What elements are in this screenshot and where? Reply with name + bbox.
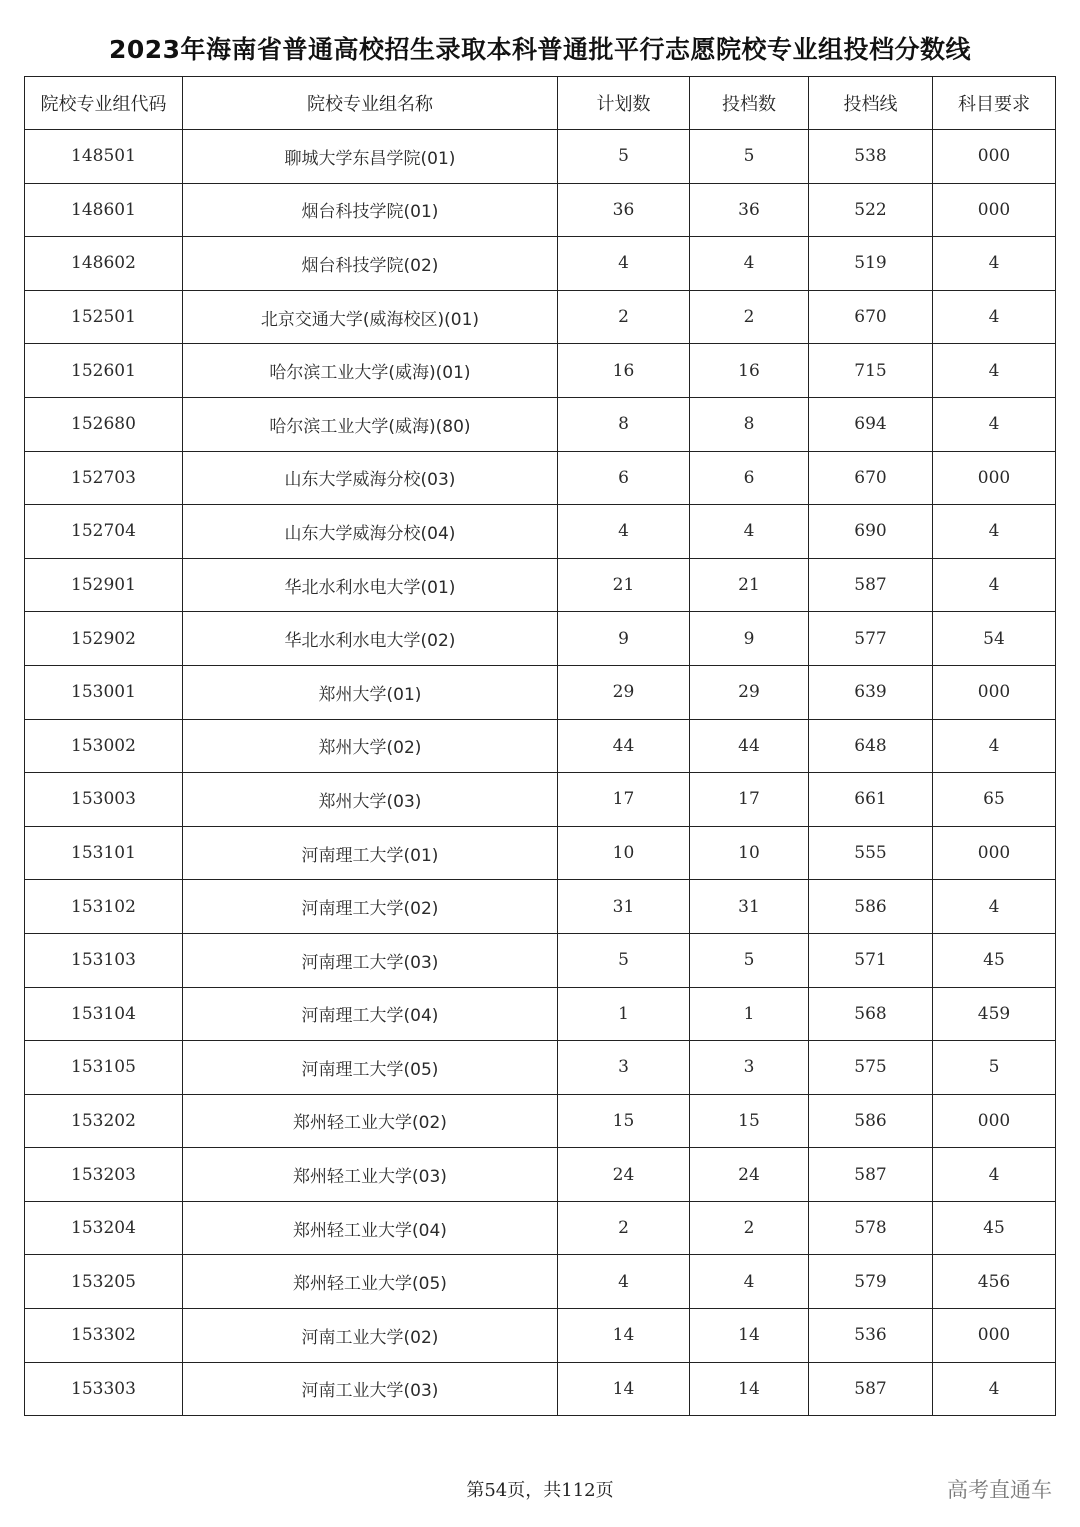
subject-requirement-cell: 45 xyxy=(933,933,1056,987)
score-line-cell: 715 xyxy=(809,344,933,398)
table-row xyxy=(25,451,1056,505)
score-line-cell: 586 xyxy=(809,1094,933,1148)
table-row xyxy=(25,130,1056,184)
filed-count-cell: 8 xyxy=(690,397,809,451)
group-name-cell: 郑州轻工业大学(05) xyxy=(183,1255,558,1309)
plan-count-cell: 5 xyxy=(558,130,690,184)
plan-count-cell: 4 xyxy=(558,505,690,559)
table-row xyxy=(25,665,1056,719)
score-line-cell: 694 xyxy=(809,397,933,451)
group-name-cell: 聊城大学东昌学院(01) xyxy=(183,130,558,184)
filed-count-cell: 1 xyxy=(690,987,809,1041)
score-line-cell: 575 xyxy=(809,1041,933,1095)
group-name-cell: 郑州大学(02) xyxy=(183,719,558,773)
filed-count-cell: 44 xyxy=(690,719,809,773)
filed-count-cell: 9 xyxy=(690,612,809,666)
table-row xyxy=(25,880,1056,934)
table-row xyxy=(25,237,1056,291)
header-group-code: 院校专业组代码 xyxy=(25,77,183,130)
group-name-cell: 山东大学威海分校(03) xyxy=(183,451,558,505)
subject-requirement-cell: 000 xyxy=(933,130,1056,184)
group-code-cell: 152704 xyxy=(25,505,183,559)
subject-requirement-cell: 45 xyxy=(933,1201,1056,1255)
plan-count-cell: 17 xyxy=(558,773,690,827)
subject-requirement-cell: 000 xyxy=(933,826,1056,880)
group-code-cell: 153303 xyxy=(25,1362,183,1416)
subject-requirement-cell: 65 xyxy=(933,773,1056,827)
filed-count-cell: 6 xyxy=(690,451,809,505)
subject-requirement-cell: 4 xyxy=(933,505,1056,559)
group-code-cell: 153003 xyxy=(25,773,183,827)
plan-count-cell: 2 xyxy=(558,290,690,344)
group-code-cell: 153103 xyxy=(25,933,183,987)
subject-requirement-cell: 54 xyxy=(933,612,1056,666)
watermark: 高考直通车 xyxy=(947,1478,1052,1502)
score-line-cell: 522 xyxy=(809,183,933,237)
table-row xyxy=(25,1309,1056,1363)
group-code-cell: 152601 xyxy=(25,344,183,398)
table-row xyxy=(25,1041,1056,1095)
group-name-cell: 河南理工大学(03) xyxy=(183,933,558,987)
group-name-cell: 河南工业大学(03) xyxy=(183,1362,558,1416)
group-code-cell: 153302 xyxy=(25,1309,183,1363)
filed-count-cell: 2 xyxy=(690,290,809,344)
table-row xyxy=(25,987,1056,1041)
group-code-cell: 153204 xyxy=(25,1201,183,1255)
subject-requirement-cell: 5 xyxy=(933,1041,1056,1095)
table-row xyxy=(25,719,1056,773)
group-code-cell: 153002 xyxy=(25,719,183,773)
subject-requirement-cell: 4 xyxy=(933,1362,1056,1416)
plan-count-cell: 15 xyxy=(558,1094,690,1148)
table-row xyxy=(25,1362,1056,1416)
subject-requirement-cell: 4 xyxy=(933,237,1056,291)
group-name-cell: 华北水利水电大学(02) xyxy=(183,612,558,666)
filed-count-cell: 36 xyxy=(690,183,809,237)
table-header-row xyxy=(25,77,1056,130)
filed-count-cell: 21 xyxy=(690,558,809,612)
table-row xyxy=(25,290,1056,344)
header-filed-count: 投档数 xyxy=(690,77,809,130)
group-name-cell: 郑州轻工业大学(02) xyxy=(183,1094,558,1148)
group-name-cell: 郑州大学(03) xyxy=(183,773,558,827)
score-line-cell: 579 xyxy=(809,1255,933,1309)
group-name-cell: 河南理工大学(01) xyxy=(183,826,558,880)
score-line-cell: 571 xyxy=(809,933,933,987)
score-line-cell: 670 xyxy=(809,290,933,344)
group-code-cell: 153102 xyxy=(25,880,183,934)
subject-requirement-cell: 4 xyxy=(933,290,1056,344)
filed-count-cell: 2 xyxy=(690,1201,809,1255)
plan-count-cell: 4 xyxy=(558,237,690,291)
plan-count-cell: 44 xyxy=(558,719,690,773)
group-code-cell: 148601 xyxy=(25,183,183,237)
table-row xyxy=(25,344,1056,398)
plan-count-cell: 14 xyxy=(558,1309,690,1363)
filed-count-cell: 29 xyxy=(690,665,809,719)
table-row xyxy=(25,183,1056,237)
subject-requirement-cell: 000 xyxy=(933,665,1056,719)
group-code-cell: 153202 xyxy=(25,1094,183,1148)
score-line-cell: 648 xyxy=(809,719,933,773)
table-row xyxy=(25,612,1056,666)
score-line-cell: 519 xyxy=(809,237,933,291)
page-number: 第54页，共112页 xyxy=(466,1480,614,1501)
group-code-cell: 152901 xyxy=(25,558,183,612)
table-row xyxy=(25,1255,1056,1309)
score-line-cell: 577 xyxy=(809,612,933,666)
filed-count-cell: 10 xyxy=(690,826,809,880)
group-code-cell: 153101 xyxy=(25,826,183,880)
table-row xyxy=(25,826,1056,880)
plan-count-cell: 16 xyxy=(558,344,690,398)
subject-requirement-cell: 4 xyxy=(933,880,1056,934)
table-row xyxy=(25,558,1056,612)
subject-requirement-cell: 4 xyxy=(933,397,1056,451)
table-row xyxy=(25,1201,1056,1255)
header-group-name: 院校专业组名称 xyxy=(183,77,558,130)
group-name-cell: 郑州大学(01) xyxy=(183,665,558,719)
score-line-cell: 568 xyxy=(809,987,933,1041)
header-plan-count: 计划数 xyxy=(558,77,690,130)
group-name-cell: 北京交通大学(威海校区)(01) xyxy=(183,290,558,344)
group-name-cell: 华北水利水电大学(01) xyxy=(183,558,558,612)
group-name-cell: 哈尔滨工业大学(威海)(01) xyxy=(183,344,558,398)
filed-count-cell: 4 xyxy=(690,237,809,291)
plan-count-cell: 29 xyxy=(558,665,690,719)
filed-count-cell: 5 xyxy=(690,130,809,184)
filed-count-cell: 3 xyxy=(690,1041,809,1095)
group-name-cell: 烟台科技学院(01) xyxy=(183,183,558,237)
plan-count-cell: 4 xyxy=(558,1255,690,1309)
group-code-cell: 148602 xyxy=(25,237,183,291)
group-code-cell: 153001 xyxy=(25,665,183,719)
table-row xyxy=(25,773,1056,827)
plan-count-cell: 36 xyxy=(558,183,690,237)
group-name-cell: 郑州轻工业大学(03) xyxy=(183,1148,558,1202)
filed-count-cell: 17 xyxy=(690,773,809,827)
plan-count-cell: 6 xyxy=(558,451,690,505)
filed-count-cell: 4 xyxy=(690,505,809,559)
table-row xyxy=(25,933,1056,987)
subject-requirement-cell: 4 xyxy=(933,344,1056,398)
filed-count-cell: 14 xyxy=(690,1362,809,1416)
filed-count-cell: 5 xyxy=(690,933,809,987)
group-name-cell: 河南理工大学(02) xyxy=(183,880,558,934)
page-title: 2023年海南省普通高校招生录取本科普通批平行志愿院校专业组投档分数线 xyxy=(108,35,972,64)
plan-count-cell: 5 xyxy=(558,933,690,987)
group-code-cell: 152501 xyxy=(25,290,183,344)
group-code-cell: 153205 xyxy=(25,1255,183,1309)
score-line-cell: 555 xyxy=(809,826,933,880)
table-row xyxy=(25,1148,1056,1202)
score-line-cell: 587 xyxy=(809,1148,933,1202)
table-body xyxy=(25,130,1056,1416)
subject-requirement-cell: 000 xyxy=(933,451,1056,505)
subject-requirement-cell: 459 xyxy=(933,987,1056,1041)
subject-requirement-cell: 000 xyxy=(933,183,1056,237)
group-name-cell: 哈尔滨工业大学(威海)(80) xyxy=(183,397,558,451)
group-code-cell: 153104 xyxy=(25,987,183,1041)
group-code-cell: 148501 xyxy=(25,130,183,184)
subject-requirement-cell: 4 xyxy=(933,558,1056,612)
group-code-cell: 153105 xyxy=(25,1041,183,1095)
filed-count-cell: 4 xyxy=(690,1255,809,1309)
score-line-cell: 586 xyxy=(809,880,933,934)
table-row xyxy=(25,397,1056,451)
score-line-cell: 690 xyxy=(809,505,933,559)
plan-count-cell: 9 xyxy=(558,612,690,666)
filed-count-cell: 15 xyxy=(690,1094,809,1148)
plan-count-cell: 8 xyxy=(558,397,690,451)
plan-count-cell: 31 xyxy=(558,880,690,934)
score-line-cell: 587 xyxy=(809,558,933,612)
score-line-cell: 578 xyxy=(809,1201,933,1255)
table-row xyxy=(25,505,1056,559)
score-line-cell: 661 xyxy=(809,773,933,827)
plan-count-cell: 2 xyxy=(558,1201,690,1255)
header-score-line: 投档线 xyxy=(809,77,933,130)
plan-count-cell: 21 xyxy=(558,558,690,612)
group-code-cell: 152680 xyxy=(25,397,183,451)
group-name-cell: 河南理工大学(05) xyxy=(183,1041,558,1095)
plan-count-cell: 3 xyxy=(558,1041,690,1095)
table-row xyxy=(25,1094,1056,1148)
score-line-cell: 670 xyxy=(809,451,933,505)
plan-count-cell: 1 xyxy=(558,987,690,1041)
plan-count-cell: 24 xyxy=(558,1148,690,1202)
filed-count-cell: 14 xyxy=(690,1309,809,1363)
plan-count-cell: 10 xyxy=(558,826,690,880)
group-name-cell: 河南理工大学(04) xyxy=(183,987,558,1041)
subject-requirement-cell: 4 xyxy=(933,1148,1056,1202)
filed-count-cell: 31 xyxy=(690,880,809,934)
group-code-cell: 152902 xyxy=(25,612,183,666)
filed-count-cell: 24 xyxy=(690,1148,809,1202)
score-line-cell: 639 xyxy=(809,665,933,719)
group-name-cell: 烟台科技学院(02) xyxy=(183,237,558,291)
group-code-cell: 153203 xyxy=(25,1148,183,1202)
plan-count-cell: 14 xyxy=(558,1362,690,1416)
score-line-cell: 538 xyxy=(809,130,933,184)
group-name-cell: 河南工业大学(02) xyxy=(183,1309,558,1363)
header-subject-requirement: 科目要求 xyxy=(933,77,1056,130)
subject-requirement-cell: 000 xyxy=(933,1309,1056,1363)
filed-count-cell: 16 xyxy=(690,344,809,398)
score-line-cell: 536 xyxy=(809,1309,933,1363)
subject-requirement-cell: 000 xyxy=(933,1094,1056,1148)
group-name-cell: 山东大学威海分校(04) xyxy=(183,505,558,559)
admission-score-table xyxy=(24,76,1056,1416)
group-code-cell: 152703 xyxy=(25,451,183,505)
score-line-cell: 587 xyxy=(809,1362,933,1416)
subject-requirement-cell: 4 xyxy=(933,719,1056,773)
subject-requirement-cell: 456 xyxy=(933,1255,1056,1309)
group-name-cell: 郑州轻工业大学(04) xyxy=(183,1201,558,1255)
